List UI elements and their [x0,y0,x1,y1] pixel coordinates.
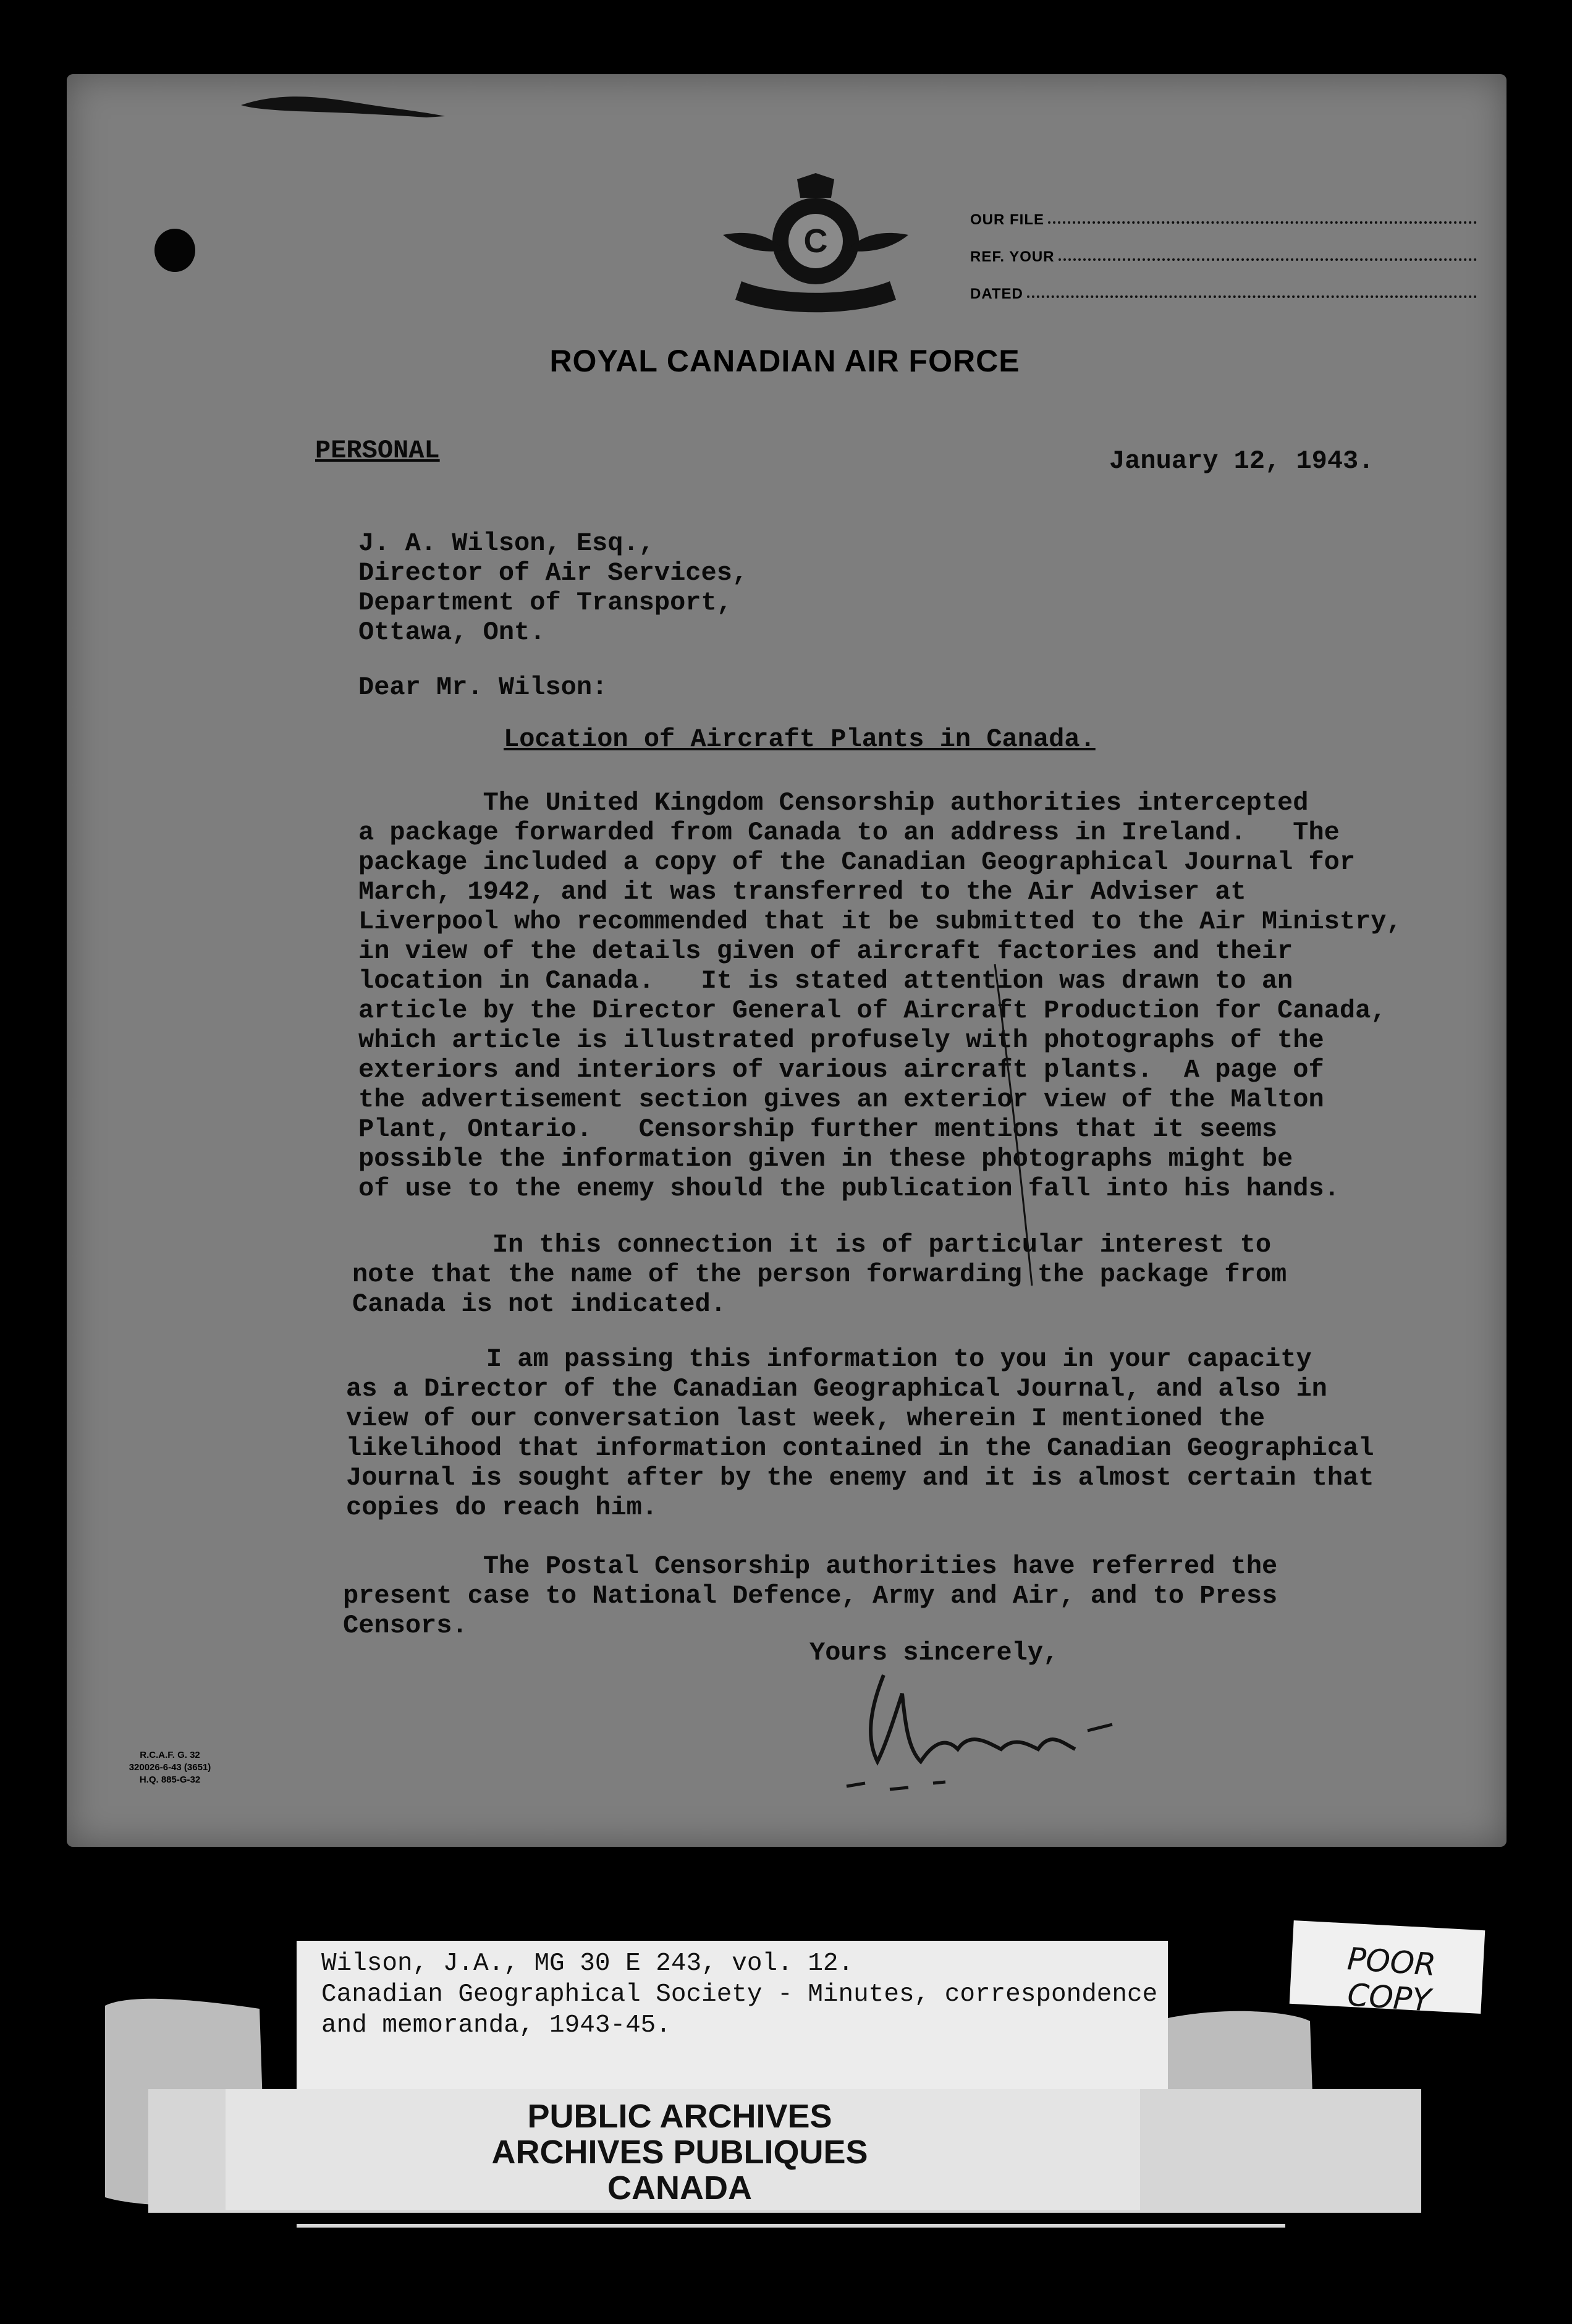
body-line: view of our conversation last week, wherein I mentioned the [346,1404,1266,1433]
body-line: March, 1942, and it was transferred to the Air Adviser at [358,877,1246,907]
body-line: Journal is sought after by the enemy and it is almost certain that [346,1463,1374,1493]
form-code [124,1749,216,1786]
body-line: Plant, Ontario. Censorship further mentions that it seems [358,1114,1278,1144]
body-line: a package forwarded from Canada to an address in Ireland. The [358,818,1340,847]
archive-stamp [371,2098,989,2206]
ref-your-row [970,229,1477,266]
body-line: The United Kingdom Censorship authorities intercepted [358,788,1309,818]
archive-card-line: Wilson, J.A., MG 30 E 243, vol. 12. [321,1949,854,1978]
handwritten-signature [828,1656,1137,1817]
archive-stamp-line: ARCHIVES PUBLIQUES [491,2134,868,2171]
body-line: copies do reach him. [346,1493,658,1522]
body-line: of use to the enemy should the publication fall into his hands. [358,1174,1340,1203]
letterhead-title: ROYAL CANADIAN AIR FORCE [549,344,1020,378]
archive-stamp-line: PUBLIC ARCHIVES [527,2098,832,2135]
archive-card-line: and memoranda, 1943-45. [321,2011,671,2040]
body-line: as a Director of the Canadian Geographical Journal, and also in [346,1374,1327,1404]
body-line: package included a copy of the Canadian Geographical Journal for [358,847,1356,877]
body-line: possible the information given in these photographs might be [358,1144,1293,1174]
dated-line [1027,295,1477,298]
body-paragraph-1 [358,788,1402,1203]
archive-stamp-line: CANADA [607,2169,752,2207]
body-line: present case to National Defence, Army and Air, and to Press [343,1581,1278,1611]
body-line: Liverpool who recommended that it be submitted to the Air Ministry, [358,907,1402,936]
ref-your-label: REF. YOUR [970,248,1055,265]
closing: Yours sincerely, [809,1638,1059,1668]
body-paragraph-3 [346,1344,1374,1522]
body-line: exteriors and interiors of various aircraft plants. A page of [358,1055,1324,1085]
archive-card-line: Canadian Geographical Society - Minutes, correspondence [321,1980,1158,2009]
body-line: likelihood that information contained in the Canadian Geographical [346,1433,1374,1463]
body-line: article by the Director General of Aircraft Production for Canada, [358,996,1387,1025]
body-paragraph-4 [343,1551,1277,1640]
rcaf-crest-icon [717,173,915,321]
dated-label: DATED [970,286,1023,302]
address-line: J. A. Wilson, Esq., [358,528,654,558]
personal-marking: PERSONAL [315,436,440,465]
body-line: note that the name of the person forwarding the package from [352,1260,1287,1289]
body-line: In this connection it is of particular interest to [352,1230,1272,1260]
recipient-address [358,528,748,647]
address-line: Ottawa, Ont. [358,617,546,647]
file-reference-block [970,192,1477,303]
our-file-label: OUR FILE [970,211,1044,228]
form-code-line: R.C.A.F. G. 32 [140,1750,200,1760]
letter-date: January 12, 1943. [1109,446,1374,476]
body-line: The Postal Censorship authorities have referred the [343,1551,1278,1581]
pencil-mark [982,964,1038,1286]
body-line: Censors. [343,1611,468,1640]
body-line: which article is illustrated profusely with photographs of the [358,1025,1324,1055]
body-line: I am passing this information to you in your capacity [346,1344,1312,1374]
form-code-line: 320026-6-43 (3651) [129,1762,211,1773]
subject-line: Location of Aircraft Plants in Canada. [504,724,1096,754]
body-line: in view of the details given of aircraft factories and their [358,936,1293,966]
body-line: Canada is not indicated. [352,1289,726,1319]
our-file-line [1048,221,1477,224]
address-line: Department of Transport, [358,588,732,617]
salutation: Dear Mr. Wilson: [358,672,608,702]
punch-hole [154,229,195,272]
archive-card-text [321,1948,1157,2041]
bottom-rule [297,2224,1285,2228]
poor-copy-text: POOR COPY [1346,1941,1437,2019]
form-code-line: H.Q. 885-G-32 [139,1775,201,1785]
svg-text:C: C [803,223,828,260]
body-line: location in Canada. It is stated attention was drawn to an [358,966,1293,996]
ref-your-line [1059,258,1477,261]
dated-row [970,266,1477,303]
body-line: the advertisement section gives an exterior view of the Malton [358,1085,1324,1114]
our-file-row [970,192,1477,229]
address-line: Director of Air Services, [358,558,748,588]
tear-mark [241,93,445,117]
body-paragraph-2 [352,1230,1287,1319]
